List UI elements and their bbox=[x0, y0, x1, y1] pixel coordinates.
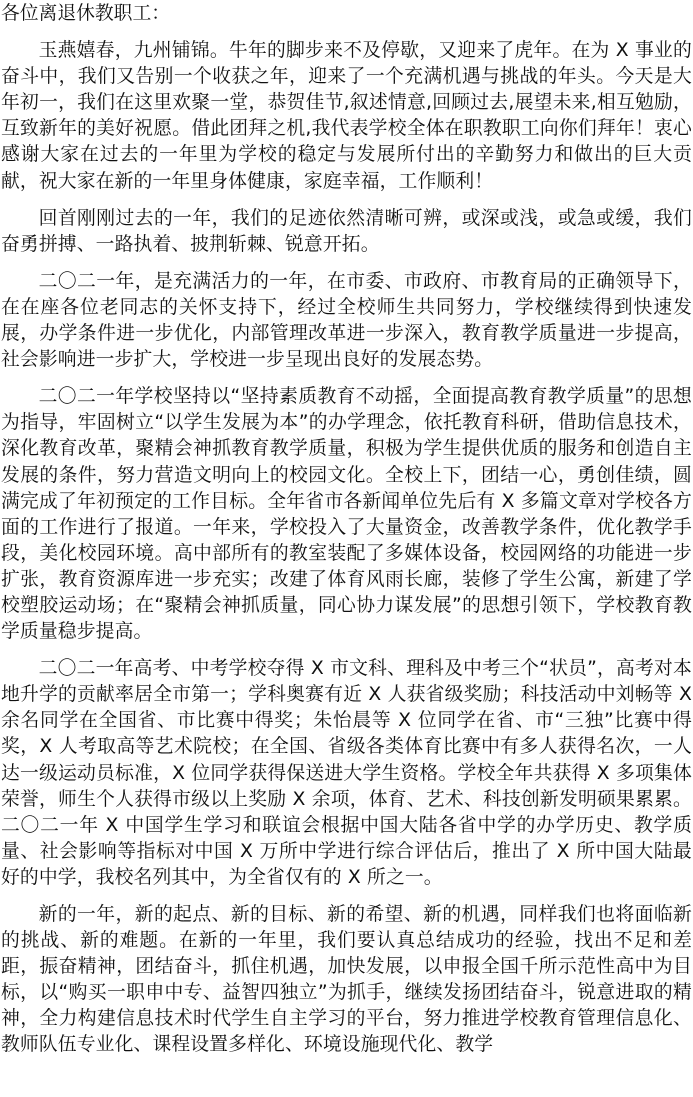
paragraph-new-year: 新的一年，新的起点、新的目标、新的希望、新的机遇，同样我们也将面临新的挑战、新的难题。在新的一年里，我们要认真总结成功的经验，找出不足和差距，振奋精神，团结奋斗，抓住机遇，加快发展，以申报全国千所示范性高中为目标，以“购买一职申中专、益智四独立”为抓手，继续发扬团结奋斗，锐意进取的精神，全力构建信息技术时代学生自主学习的平台，努力推进学校教育管理信息化、教师队伍专业化、课程设置多样化、环境设施现代化、教学 bbox=[1, 904, 692, 1056]
paragraph-review: 回首刚刚过去的一年，我们的足迹依然清晰可辨，或深或浅，或急或缓，我们奋勇拼搏、一路执着、披荆斩棘、锐意开拓。 bbox=[1, 207, 692, 255]
paragraph-2021-overview: 二〇二一年，是充满活力的一年，在市委、市政府、市教育局的正确领导下，在在座各位老同志的关怀支持下，经过全校师生共同努力，学校继续得到快速发展，办学条件进一步优化，内部管理改革进一步深入，教育教学质量进一步提高，社会影响进一步扩大，学校进一步呈现出良好的发展态势。 bbox=[1, 270, 692, 371]
paragraph-2021-work: 二〇二一年学校坚持以“坚持素质教育不动摇，全面提高教育教学质量”的思想为指导，牢固树立“以学生发展为本”的办学理念，依托教育科研，借助信息技术，深化教育改革，聚精会神抓教育教学质量，积极为学生提供优质的服务和创造自主发展的条件，努力营造文明向上的校园文化。全校上下，团结一心，勇创佳绩，圆满完成了年初预定的工作目标。全年省市各新闻单位先后有 X 多篇文章对学校各方面的工作进行了报道。一年来，学校投入了大量资金，改善教学条件，优化教学手段，美化校园环境。高中部所有的教室装配了多媒体设备，校园网络的功能进一步扩张，教育资源库进一步充实；改建了体育风雨长廊，装修了学生公寓，新建了学校塑胶运动场；在“聚精会神抓质量，同心协力谋发展”的思想引领下，学校教育教学质量稳步提高。 bbox=[1, 386, 692, 643]
paragraph-2021-achievements: 二〇二一年高考、中考学校夺得 X 市文科、理科及中考三个“状员”，高考对本地升学的贡献率居全市第一；学科奥赛有近 X 人获省级奖励；科技活动中刘畅等 X 余名同学在全国省、市比赛中得奖；朱怡晨等 X 位同学在省、市“三独”比赛中得奖，X 人考取高等艺术院校；在全国、省级各类体育比赛中有多人获得名次，一人达一级运动员标准，X 位同学获得保送进大学生资格。学校全年共获得 X 多项集体荣誉，师生个人获得市级以上奖励 X 余项，体育、艺术、科技创新发明硕果累累。二〇二一年 X 中国学生学习和联谊会根据中国大陆各省中学的办学历史、教学质量、社会影响等指标对中国 X 万所中学进行综合评估后，推出了 X 所中国大陆最好的中学，我校名列其中，为全省仅有的 X 所之一。 bbox=[1, 658, 692, 888]
paragraph-greeting: 玉燕嬉春，九州铺锦。牛年的脚步来不及停歇，又迎来了虎年。在为 X 事业的奋斗中，我们又告别一个收获之年，迎来了一个充满机遇与挑战的年头。今天是大年初一，我们在这里欢聚一堂，恭贺佳节,叙述情意,回顾过去,展望未来,相互勉励，互致新年的美好祝愿。借此团拜之机,我代表学校全体在职教职工向你们拜年！衷心感谢大家在过去的一年里为学校的稳定与发展所付出的辛勤努力和做出的巨大贡献，祝大家在新的一年里身体健康，家庭幸福，工作顺利！ bbox=[1, 40, 692, 192]
salutation: 各位离退休教职工： bbox=[1, 3, 171, 24]
